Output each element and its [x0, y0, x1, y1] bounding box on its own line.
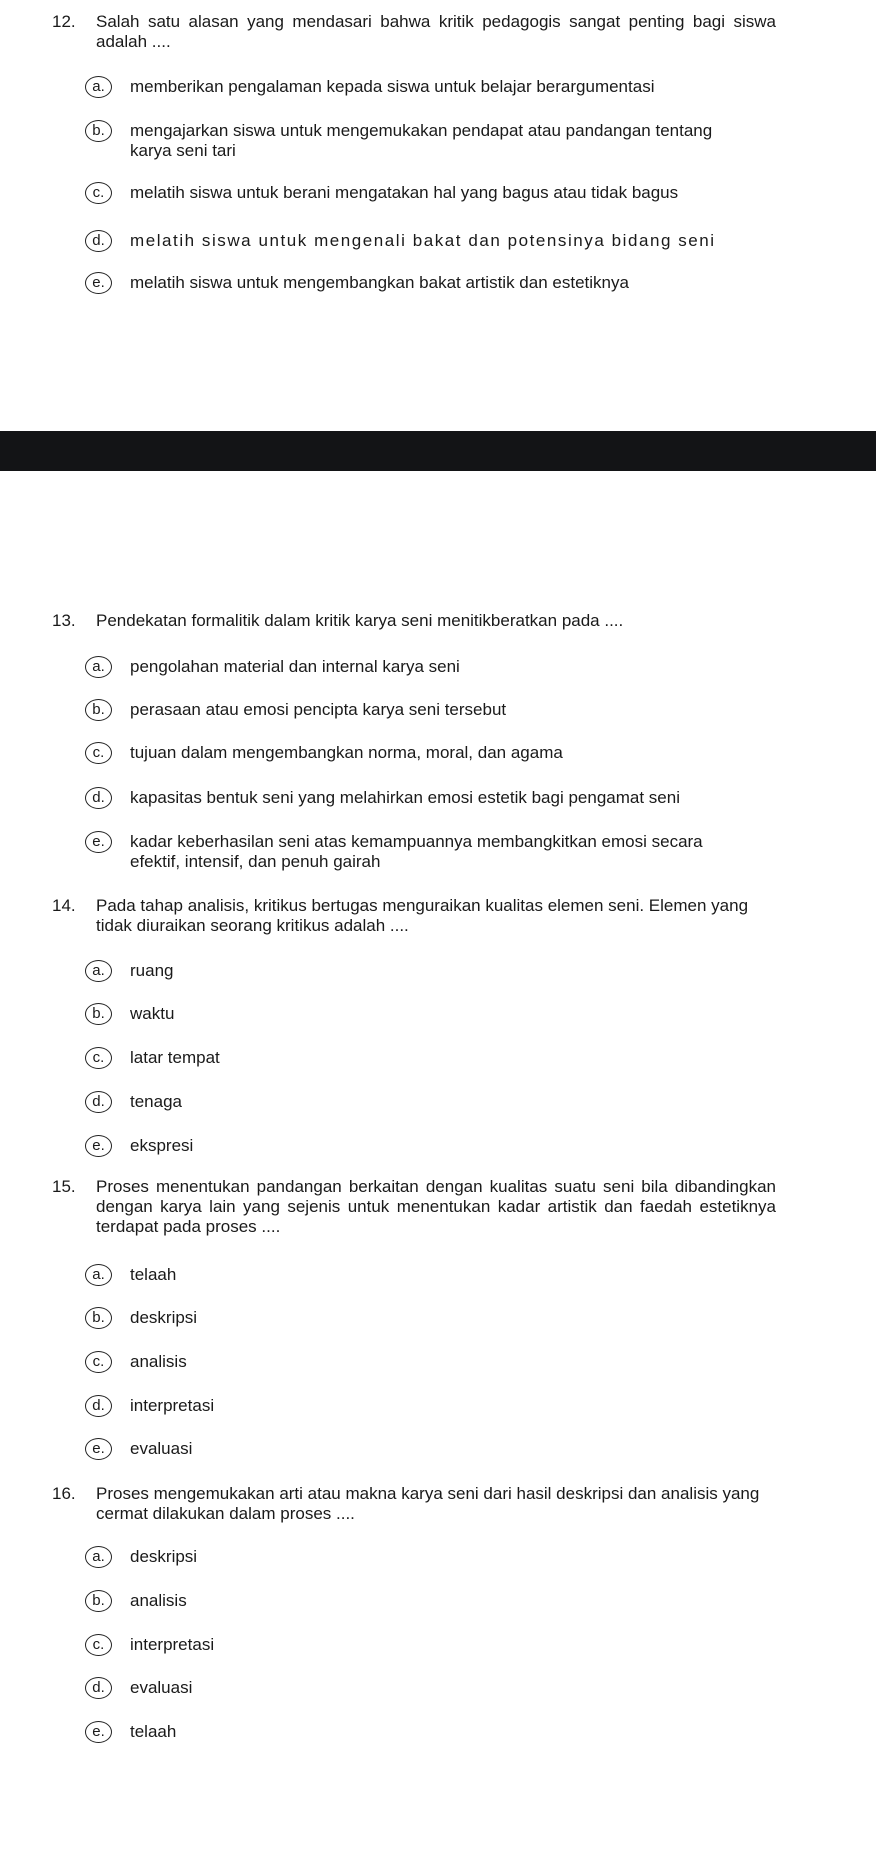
option-letter: c. — [85, 182, 112, 204]
option-letter: d. — [85, 230, 112, 252]
option-letter: e. — [85, 1721, 112, 1743]
option-text: pengolahan material dan internal karya seni — [130, 657, 460, 676]
option-15b[interactable] — [85, 1308, 785, 1328]
option-letter: c. — [85, 1634, 112, 1656]
question-number: 16. — [52, 1484, 76, 1503]
option-16b[interactable] — [85, 1591, 785, 1611]
option-text: memberikan pengalaman kepada siswa untuk belajar berargumentasi — [130, 77, 655, 96]
question-stem — [52, 896, 776, 936]
option-letter: a. — [85, 1264, 112, 1286]
option-16c[interactable] — [85, 1635, 785, 1655]
option-16a[interactable] — [85, 1547, 785, 1567]
option-letter: a. — [85, 76, 112, 98]
option-text: latar tempat — [130, 1048, 220, 1067]
option-14d[interactable] — [85, 1092, 785, 1112]
question-13 — [0, 611, 876, 631]
option-letter: e. — [85, 831, 112, 853]
option-letter: b. — [85, 1307, 112, 1329]
option-text: ruang — [130, 961, 174, 980]
option-14c[interactable] — [85, 1048, 785, 1068]
option-text: interpretasi — [130, 1635, 215, 1654]
option-13c[interactable] — [85, 743, 785, 763]
option-13d[interactable] — [85, 788, 785, 808]
option-text: deskripsi — [130, 1547, 198, 1566]
option-text: interpretasi — [130, 1396, 215, 1415]
question-text: Pada tahap analisis, kritikus bertugas menguraikan kualitas elemen seni. Elemen yang tidak diuraikan seorang kritikus adalah .... — [96, 896, 749, 935]
option-letter: e. — [85, 1135, 112, 1157]
option-text: tujuan dalam mengembangkan norma, moral, dan agama — [130, 743, 563, 762]
option-13a[interactable] — [85, 657, 785, 677]
option-text: melatih siswa untuk mengembangkan bakat artistik dan estetiknya — [130, 273, 629, 292]
question-15 — [0, 1177, 876, 1237]
option-letter: a. — [85, 656, 112, 678]
option-12e[interactable] — [85, 273, 785, 293]
option-letter: d. — [85, 1091, 112, 1113]
page-divider-band — [0, 431, 876, 471]
option-text: melatih siswa untuk mengenali bakat dan potensinya bidang seni — [130, 231, 716, 250]
option-15c[interactable] — [85, 1352, 785, 1372]
option-16d[interactable] — [85, 1678, 785, 1698]
option-15a[interactable] — [85, 1265, 785, 1285]
option-text: telaah — [130, 1722, 177, 1741]
question-14 — [0, 896, 876, 936]
option-letter: d. — [85, 787, 112, 809]
option-14e[interactable] — [85, 1136, 785, 1156]
question-stem — [52, 12, 776, 52]
option-15d[interactable] — [85, 1396, 785, 1416]
option-letter: b. — [85, 1590, 112, 1612]
option-text: kadar keberhasilan seni atas kemampuannya membangkitkan emosi secara efektif, intensif, dan penuh gairah — [130, 832, 703, 871]
question-stem — [52, 611, 776, 631]
question-16 — [0, 1484, 876, 1524]
option-16e[interactable] — [85, 1722, 785, 1742]
option-letter: d. — [85, 1677, 112, 1699]
question-number: 15. — [52, 1177, 76, 1196]
option-letter: c. — [85, 742, 112, 764]
question-text: Salah satu alasan yang mendasari bahwa kritik pedagogis sangat penting bagi siswa adalah .... — [96, 12, 776, 51]
option-text: melatih siswa untuk berani mengatakan hal yang bagus atau tidak bagus — [130, 183, 679, 202]
option-text: waktu — [130, 1004, 175, 1023]
option-letter: c. — [85, 1047, 112, 1069]
option-text: mengajarkan siswa untuk mengemukakan pendapat atau pandangan tentang karya seni tari — [130, 121, 713, 160]
option-14b[interactable] — [85, 1004, 785, 1024]
question-text: Pendekatan formalitik dalam kritik karya seni menitikberatkan pada .... — [96, 611, 624, 630]
option-13e[interactable] — [85, 832, 785, 872]
option-13b[interactable] — [85, 700, 785, 720]
option-15e[interactable] — [85, 1439, 785, 1459]
option-12b[interactable] — [85, 121, 785, 161]
option-12d[interactable] — [85, 231, 785, 251]
question-number: 14. — [52, 896, 76, 915]
question-stem — [52, 1177, 776, 1237]
option-text: telaah — [130, 1265, 177, 1284]
option-letter: b. — [85, 699, 112, 721]
option-text: deskripsi — [130, 1308, 198, 1327]
question-number: 12. — [52, 12, 76, 31]
option-12a[interactable] — [85, 77, 785, 97]
option-letter: b. — [85, 1003, 112, 1025]
option-text: kapasitas bentuk seni yang melahirkan emosi estetik bagi pengamat seni — [130, 788, 680, 807]
option-letter: e. — [85, 272, 112, 294]
option-text: analisis — [130, 1352, 187, 1371]
option-12c[interactable] — [85, 183, 785, 203]
question-stem — [52, 1484, 776, 1524]
question-12 — [0, 12, 876, 52]
option-text: evaluasi — [130, 1678, 193, 1697]
option-letter: e. — [85, 1438, 112, 1460]
option-text: analisis — [130, 1591, 187, 1610]
question-number: 13. — [52, 611, 76, 630]
option-letter: b. — [85, 120, 112, 142]
option-letter: c. — [85, 1351, 112, 1373]
option-letter: a. — [85, 960, 112, 982]
option-text: perasaan atau emosi pencipta karya seni tersebut — [130, 700, 507, 719]
option-text: tenaga — [130, 1092, 182, 1111]
option-14a[interactable] — [85, 961, 785, 981]
option-letter: d. — [85, 1395, 112, 1417]
question-text: Proses menentukan pandangan berkaitan dengan kualitas suatu seni bila dibandingkan dengan karya lain yang sejenis untuk menentukan kadar artistik dan faedah estetiknya terdapat pada proses .... — [96, 1177, 776, 1236]
option-text: ekspresi — [130, 1136, 194, 1155]
question-text: Proses mengemukakan arti atau makna karya seni dari hasil deskripsi dan analisis yang cermat dilakukan dalam proses .... — [96, 1484, 760, 1523]
option-text: evaluasi — [130, 1439, 193, 1458]
option-letter: a. — [85, 1546, 112, 1568]
